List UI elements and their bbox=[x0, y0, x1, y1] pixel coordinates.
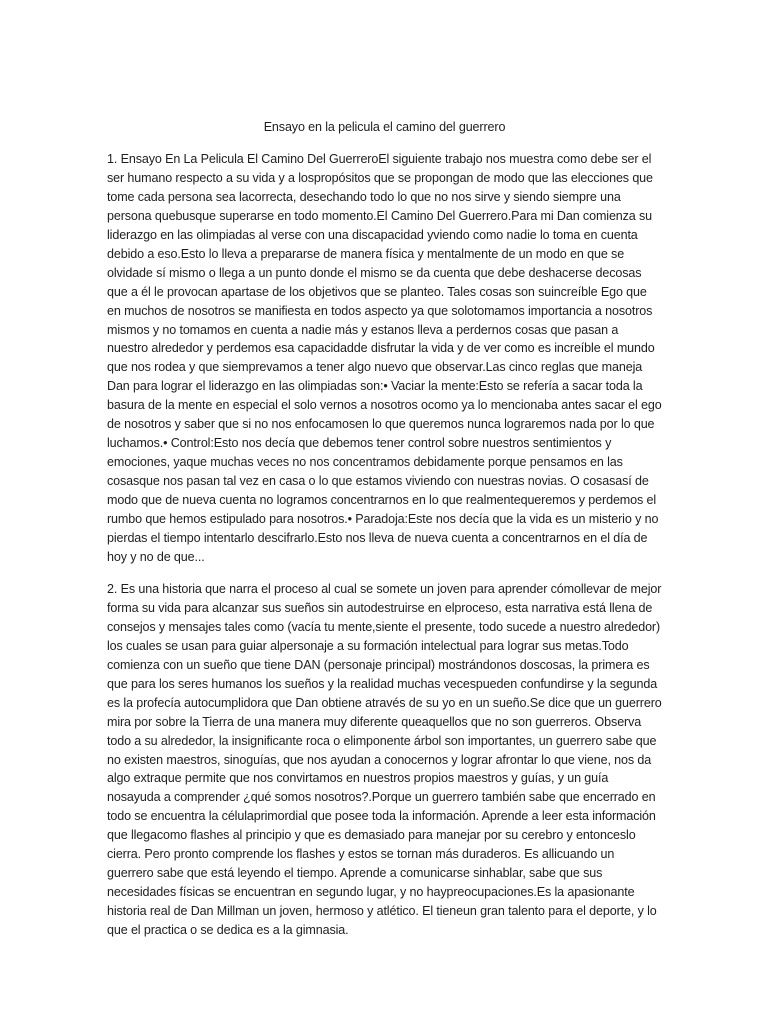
document-title: Ensayo en la pelicula el camino del guerrero bbox=[263, 120, 506, 134]
document-body bbox=[107, 118, 662, 953]
paragraph-1: 1. Ensayo En La Pelicula El Camino Del GuerreroEl siguiente trabajo nos muestra como debe ser el ser humano respecto a su vida y a lospropósitos que se propongan de modo que las elecciones que tome cada persona sea lacorrecta, desechando todo lo que no nos sirve y siendo siempre una persona quebusque superarse en todo momento.El Camino Del Guerrero.Para mi Dan comienza su liderazgo en las olimpiadas al verse con una discapacidad yviendo como nadie lo toma en cuenta debido a eso.Esto lo lleva a prepararse de manera física y mentalmente de un modo en que se olvidade sí mismo o llega a un punto donde el mismo se da cuenta que debe deshacerse decosas que a él le provocan apartase de los objetivos que se planteo. Tales cosas son suincreíble Ego que en muchos de nosotros se manifiesta en todos aspecto ya que solotomamos importancia a nosotros mismos y no tomamos en cuenta a nadie más y estanos lleva a perdernos cosas que pasan a nuestro alrededor y perdemos esa capacidadde disfrutar la vida y de ver como es increíble el mundo que nos rodea y que siemprevamos a tener algo nuevo que observar.Las cinco reglas que maneja Dan para lograr el liderazgo en las olimpiadas son:• Vaciar la mente:Esto se refería a sacar toda la basura de la mente en especial el solo vernos a nosotros ocomo ya lo mencionaba antes sacar el ego de nosotros y saber que si no nos enfocamosen lo que queremos nunca lograremos nada por lo que luchamos.• Control:Esto nos decía que debemos tener control sobre nuestros sentimientos y emociones, yaque muchas veces no nos concentramos debidamente porque pensamos en las cosasque nos pasan tal vez en casa o lo que estamos viviendo con nuestras novias. O cosasasí de modo que de nueva cuenta no logramos concentrarnos en lo que realmentequeremos y perdemos el rumbo que hemos estipulado para nosotros.• Paradoja:Este nos decía que la vida es un misterio y no pierdas el tiempo intentarlo descifrarlo.Esto nos lleva de nueva cuenta a concentrarnos en el día de hoy y no de que... bbox=[107, 151, 662, 564]
paragraph-2: 2. Es una historia que narra el proceso al cual se somete un joven para aprender cómollevar de mejor forma su vida para alcanzar sus sueños sin autodestruirse en elproceso, esta narrativa está llena de consejos y mensajes tales como (vacía tu mente,siente el presente, todo sucede a nuestro alrededor) los cuales se usan para guiar alpersonaje a su formación intelectual para lograr sus metas.Todo comienza con un sueño que tiene DAN (personaje principal) mostrándonos doscosas, la primera es que para los seres humanos los sueños y la realidad muchas vecespueden confundirse y la segunda es la profecía autocumplidora que Dan obtiene através de su yo en un sueño.Se dice que un guerrero mira por sobre la Tierra de una manera muy diferente queaquellos que no son guerreros. Observa todo a su alrededor, la insignificante roca o elimponente árbol son importantes, un guerrero sabe que no existen maestros, sinoguías, que nos ayudan a conocernos y lograr afrontar lo que viene, nos da algo extraque permite que nos convirtamos en nuestros propios maestros y guías, y un guía nosayuda a comprender ¿qué somos nosotros?.Porque un guerrero también sabe que encerrado en todo se encuentra la célulaprimordial que posee toda la información. Aprende a leer esta información que llegacomo flashes al principio y que es demasiado para manejar por su cerebro y entonceslo cierra. Pero pronto comprende los flashes y estos se tornan más duraderos. Es allicuando un guerrero sabe que está leyendo el tiempo. Aprende a comunicarse sinhablar, sabe que sus necesidades físicas se encuentran en segundo lugar, y no haypreocupaciones.Es la apasionante historia real de Dan Millman un joven, hermoso y atlético. El tieneun gran talento para el deporte, y lo que el practica o se dedica es a la gimnasia. bbox=[107, 581, 662, 938]
